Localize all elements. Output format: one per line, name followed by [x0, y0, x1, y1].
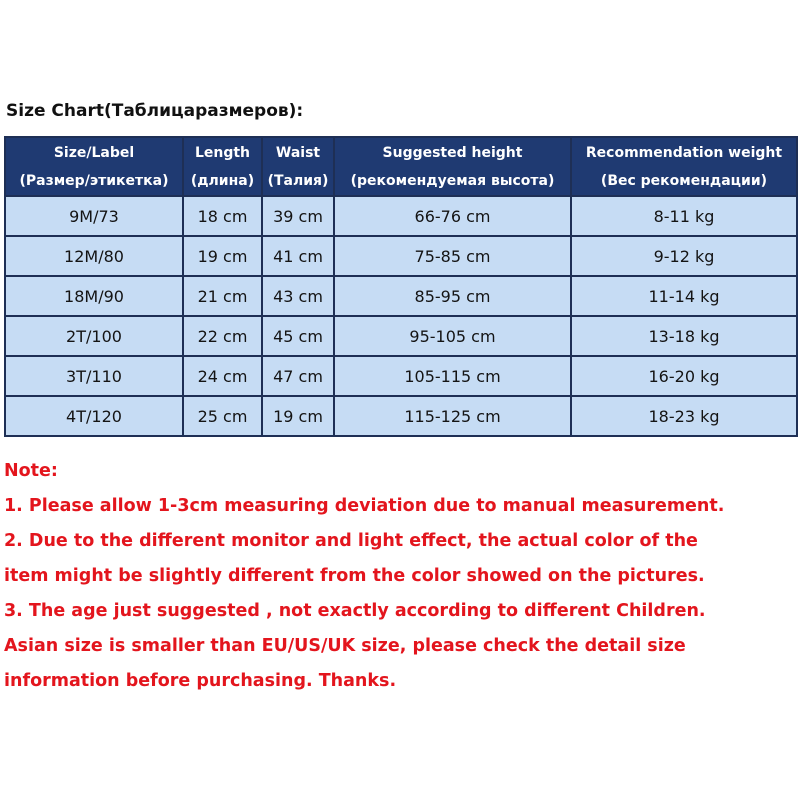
- header-en: Size/Label: [53, 144, 135, 161]
- cell-size: 3T/110: [5, 356, 183, 396]
- header-ru: (Вес рекомендации): [600, 172, 768, 189]
- cell-height: 105-115 cm: [334, 356, 571, 396]
- header-ru: (Талия): [267, 172, 329, 189]
- note-line-2: 2. Due to the different monitor and light effect, the actual color of the: [4, 531, 698, 551]
- cell-weight: 9-12 kg: [571, 236, 797, 276]
- cell-size: 12M/80: [5, 236, 183, 276]
- note-line-4: 3. The age just suggested , not exactly according to different Children.: [4, 601, 706, 621]
- cell-waist: 43 cm: [262, 276, 334, 316]
- cell-weight: 11-14 kg: [571, 276, 797, 316]
- cell-height: 115-125 cm: [334, 396, 571, 436]
- cell-waist: 41 cm: [262, 236, 334, 276]
- cell-height: 85-95 cm: [334, 276, 571, 316]
- table-row: [5, 236, 797, 276]
- cell-length: 24 cm: [183, 356, 262, 396]
- header-waist: [262, 137, 334, 196]
- cell-waist: 39 cm: [262, 196, 334, 236]
- cell-weight: 13-18 kg: [571, 316, 797, 356]
- table-row: [5, 196, 797, 236]
- note-line-1: 1. Please allow 1-3cm measuring deviation due to manual measurement.: [4, 496, 725, 516]
- note-line-6: information before purchasing. Thanks.: [4, 671, 397, 691]
- size-chart-table: [4, 136, 798, 437]
- table-row: [5, 356, 797, 396]
- cell-size: 18M/90: [5, 276, 183, 316]
- header-ru: (Размер/этикетка): [19, 172, 169, 189]
- cell-length: 18 cm: [183, 196, 262, 236]
- table-row: [5, 276, 797, 316]
- header-ru: (рекомендуемая высота): [350, 172, 555, 189]
- cell-weight: 18-23 kg: [571, 396, 797, 436]
- cell-length: 19 cm: [183, 236, 262, 276]
- cell-length: 22 cm: [183, 316, 262, 356]
- note-heading: Note:: [4, 461, 58, 481]
- header-size-label: [5, 137, 183, 196]
- page-title: Size Chart(Таблицаразмеров):: [6, 101, 304, 121]
- header-length: [183, 137, 262, 196]
- header-ru: (длина): [190, 172, 255, 189]
- cell-length: 25 cm: [183, 396, 262, 436]
- table-row: [5, 396, 797, 436]
- header-en: Waist: [275, 144, 321, 161]
- table-header-row: [5, 137, 797, 196]
- cell-size: 9M/73: [5, 196, 183, 236]
- table-row: [5, 316, 797, 356]
- header-en: Recommendation weight: [585, 144, 783, 161]
- header-recommendation-weight: [571, 137, 797, 196]
- note-line-5: Asian size is smaller than EU/US/UK size, please check the detail size: [4, 636, 686, 656]
- header-suggested-height: [334, 137, 571, 196]
- note-line-3: item might be slightly different from the color showed on the pictures.: [4, 566, 705, 586]
- cell-height: 95-105 cm: [334, 316, 571, 356]
- cell-waist: 45 cm: [262, 316, 334, 356]
- cell-height: 66-76 cm: [334, 196, 571, 236]
- header-en: Length: [194, 144, 251, 161]
- cell-waist: 47 cm: [262, 356, 334, 396]
- cell-waist: 19 cm: [262, 396, 334, 436]
- cell-size: 2T/100: [5, 316, 183, 356]
- cell-length: 21 cm: [183, 276, 262, 316]
- cell-weight: 8-11 kg: [571, 196, 797, 236]
- cell-size: 4T/120: [5, 396, 183, 436]
- cell-height: 75-85 cm: [334, 236, 571, 276]
- header-en: Suggested height: [382, 144, 523, 161]
- cell-weight: 16-20 kg: [571, 356, 797, 396]
